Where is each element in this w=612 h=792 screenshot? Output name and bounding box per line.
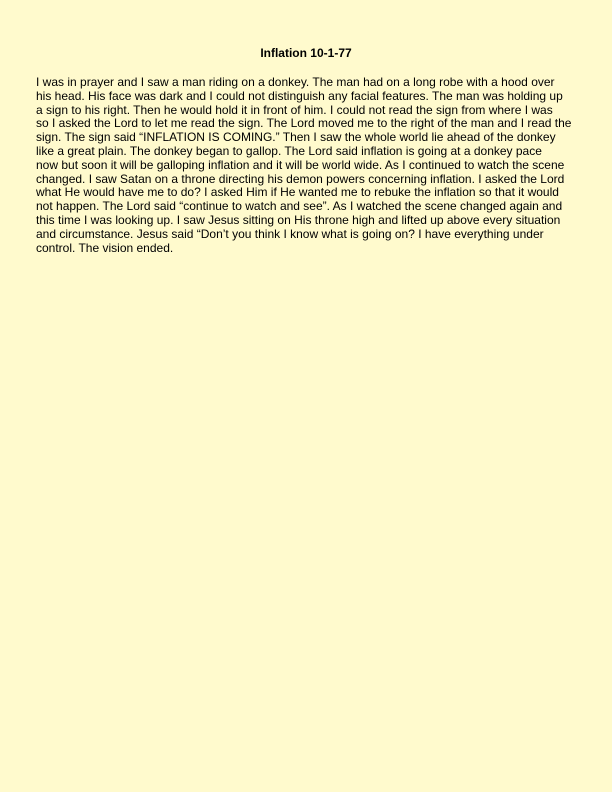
document-body: I was in prayer and I saw a man riding on a donkey. The man had on a long robe with a hood over his head. His face was dark and I could not distinguish any facial features. The man was holding up a sign to his right. Then he would hold it in front of him. I could not read the sign from where I was so I asked the Lord to let me read the sign. The Lord moved me to the right of the man and I read the sign. The sign said “INFLATION IS COMING.” Then I saw the whole world lie ahead of the donkey like a great plain. The donkey began to gallop. The Lord said inflation is going at a donkey pace now but soon it will be galloping inflation and it will be world wide. As I continued to watch the scene changed. I saw Satan on a throne directing his demon powers concerning inflation. I asked the Lord what He would have me to do? I asked Him if He wanted me to rebuke the inflation so that it would not happen. The Lord said “continue to watch and see”. As I watched the scene changed again and this time I was looking up. I saw Jesus sitting on His throne high and lifted up above every situation and circumstance. Jesus said “Don’t you think I know what is going on? I have everything under control. The vision ended.	[36, 75, 572, 255]
document-title: Inflation 10-1-77	[260, 46, 352, 60]
